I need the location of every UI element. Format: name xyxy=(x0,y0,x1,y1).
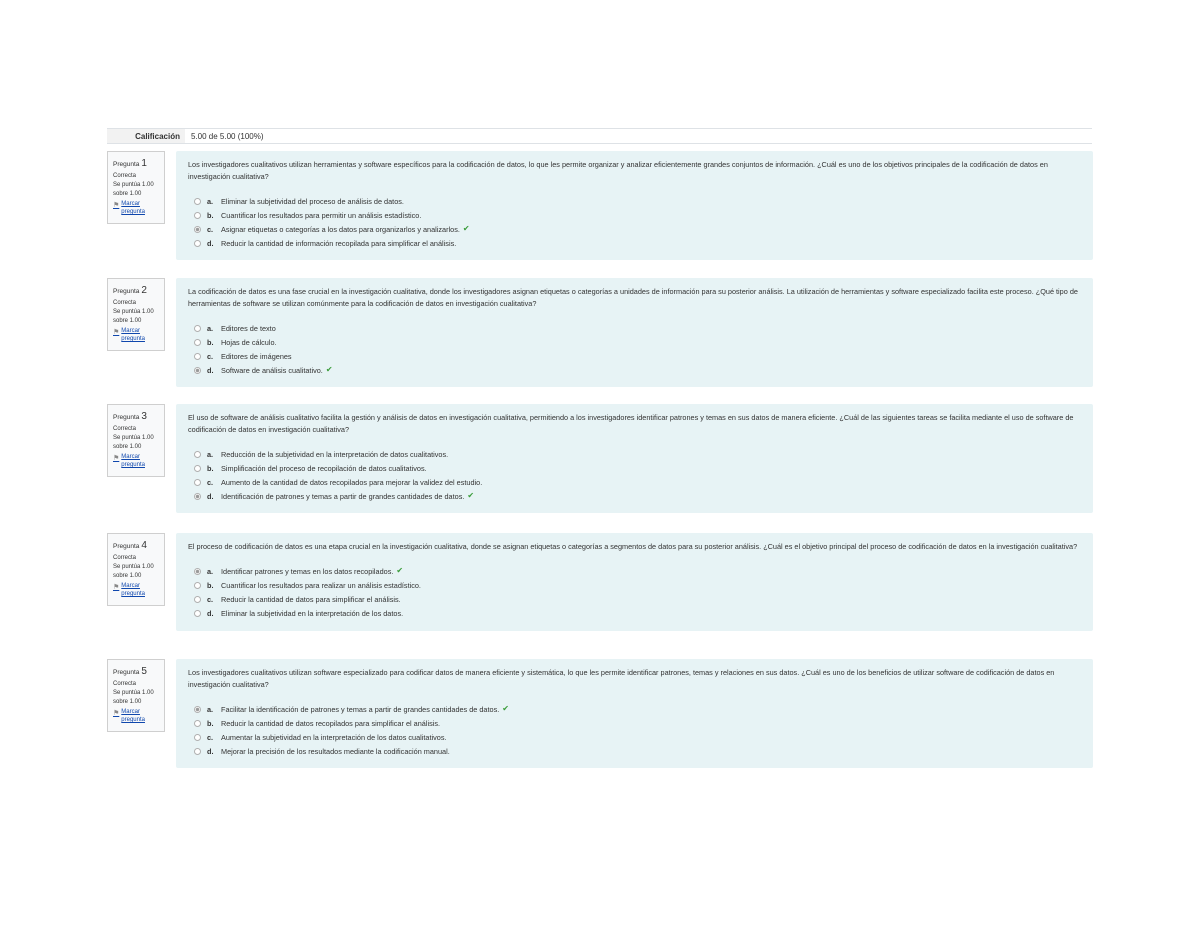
flag-icon: ⚑ xyxy=(113,710,120,718)
answer-option[interactable]: a. Facilitar la identificación de patrones y temas a partir de grandes cantidades de datos. ✔ xyxy=(194,702,1083,716)
correct-check-icon: ✔ xyxy=(325,364,333,374)
question-content xyxy=(176,278,1093,387)
question-info-panel xyxy=(107,659,165,732)
answer-option[interactable]: d. Eliminar la subjetividad en la interpretación de los datos. xyxy=(194,607,1083,621)
question-status: Correcta xyxy=(113,554,137,561)
answer-option[interactable]: d. Mejorar la precisión de los resultados mediante la codificación manual. xyxy=(194,744,1083,758)
answer-option[interactable]: c. Reducir la cantidad de datos para simplificar el análisis. xyxy=(194,593,1083,607)
question-content xyxy=(176,151,1093,260)
radio-button[interactable] xyxy=(194,748,201,755)
question-number: Pregunta 1 xyxy=(113,158,147,169)
question-max-score: sobre 1.00 xyxy=(113,699,142,706)
answer-option[interactable]: b. Hojas de cálculo. xyxy=(194,335,1083,349)
flag-icon: ⚑ xyxy=(113,455,120,463)
question-score: Se puntúa 1.00 xyxy=(113,689,154,696)
radio-button[interactable] xyxy=(194,582,201,589)
answer-option[interactable]: d. Identificación de patrones y temas a partir de grandes cantidades de datos. ✔ xyxy=(194,489,1083,503)
answer-list xyxy=(194,447,1083,503)
flag-icon: ⚑ xyxy=(113,329,120,337)
question-text: El proceso de codificación de datos es una etapa crucial en la investigación cualitativa, donde se asignan etiquetas o categorías a segmentos de datos para su posterior análisis. ¿Cuál es el objetivo principal del proceso de codificación de datos en la investigación cualitativa? xyxy=(188,542,1078,551)
question-content xyxy=(176,533,1093,631)
radio-button[interactable] xyxy=(194,325,201,332)
question-info-panel xyxy=(107,533,165,606)
question-max-score: sobre 1.00 xyxy=(113,191,142,198)
radio-button[interactable] xyxy=(194,198,201,205)
question-number: Pregunta 2 xyxy=(113,285,147,296)
radio-button[interactable] xyxy=(194,720,201,727)
grade-value: 5.00 de 5.00 (100%) xyxy=(191,131,264,141)
flag-question-link[interactable]: ⚑ Marcar pregunta xyxy=(113,328,145,343)
grade-label: Calificación xyxy=(107,129,185,143)
flag-question-link[interactable]: ⚑ Marcar pregunta xyxy=(113,583,145,598)
question-info-panel xyxy=(107,278,165,351)
question-score: Se puntúa 1.00 xyxy=(113,563,154,570)
radio-button[interactable] xyxy=(194,451,201,458)
question-number: Pregunta 5 xyxy=(113,666,147,677)
answer-option[interactable]: d. Reducir la cantidad de información recopilada para simplificar el análisis. xyxy=(194,236,1083,250)
question-text: El uso de software de análisis cualitativo facilita la gestión y análisis de datos en investigación cualitativa, permitiendo a los investigadores identificar patrones y temas en sus datos de manera eficiente. ¿Cuál de las siguientes tareas se facilita mediante el uso de software de codificación de datos en investigación cualitativa? xyxy=(188,413,1074,434)
correct-check-icon: ✔ xyxy=(396,566,404,576)
radio-button-selected[interactable] xyxy=(194,367,201,374)
question-status: Correcta xyxy=(113,680,137,687)
radio-button[interactable] xyxy=(194,610,201,617)
answer-option[interactable]: b. Reducir la cantidad de datos recopilados para simplificar el análisis. xyxy=(194,716,1083,730)
radio-button-selected[interactable] xyxy=(194,706,201,713)
question-text: La codificación de datos es una fase crucial en la investigación cualitativa, donde los investigadores asignan etiquetas o categorías a unidades de información para su posterior análisis. La utilización de herramientas y software especializado facilita este proceso. ¿Qué tipo de herramientas de software se utilizan comúnmente para la codificación de datos en investigación cualitativa? xyxy=(188,287,1078,308)
correct-check-icon: ✔ xyxy=(502,703,509,713)
flag-icon: ⚑ xyxy=(113,584,120,592)
question-info-panel xyxy=(107,404,165,477)
question-text: Los investigadores cualitativos utilizan software especializado para codificar datos de manera eficiente y sistemática, lo que les permite identificar patrones, temas y relaciones en sus datos. ¿Cuál es uno de los beneficios de utilizar software de codificación de datos en investigación cualitativa? xyxy=(188,668,1055,689)
question-info-panel xyxy=(107,151,165,224)
answer-option[interactable]: d. Software de análisis cualitativo. ✔ xyxy=(194,363,1083,377)
answer-option[interactable]: a. Editores de texto xyxy=(194,321,1083,335)
flag-icon: ⚑ xyxy=(113,202,120,210)
grade-summary-row xyxy=(107,128,1092,144)
radio-button[interactable] xyxy=(194,339,201,346)
answer-option[interactable]: c. Aumentar la subjetividad en la interpretación de los datos cualitativos. xyxy=(194,730,1083,744)
answer-list xyxy=(194,702,1083,758)
question-content xyxy=(176,659,1093,768)
flag-question-link[interactable]: ⚑ Marcar pregunta xyxy=(113,454,145,469)
answer-list xyxy=(194,565,1083,621)
answer-list xyxy=(194,321,1083,377)
question-max-score: sobre 1.00 xyxy=(113,444,142,451)
radio-button[interactable] xyxy=(194,479,201,486)
question-number: Pregunta 3 xyxy=(113,411,147,422)
radio-button[interactable] xyxy=(194,212,201,219)
question-status: Correcta xyxy=(113,425,137,432)
answer-option[interactable]: a. Eliminar la subjetividad del proceso de análisis de datos. xyxy=(194,194,1083,208)
answer-option[interactable]: c. Aumento de la cantidad de datos recopilados para mejorar la validez del estudio. xyxy=(194,475,1083,489)
question-score: Se puntúa 1.00 xyxy=(113,181,154,188)
answer-option[interactable]: b. Cuantificar los resultados para permitir un análisis estadístico. xyxy=(194,208,1083,222)
radio-button[interactable] xyxy=(194,596,201,603)
radio-button[interactable] xyxy=(194,353,201,360)
question-text: Los investigadores cualitativos utilizan herramientas y software específicos para la codificación de datos, lo que les permite organizar y analizar eficientemente grandes conjuntos de información. ¿Cuál es uno de los objetivos principales de la codificación de datos en investigación cualitativa? xyxy=(188,160,1048,181)
radio-button[interactable] xyxy=(194,734,201,741)
answer-option[interactable]: b. Cuantificar los resultados para realizar un análisis estadístico. xyxy=(194,579,1083,593)
question-content xyxy=(176,404,1093,513)
answer-option[interactable]: a. Identificar patrones y temas en los datos recopilados. ✔ xyxy=(194,565,1083,579)
radio-button-selected[interactable] xyxy=(194,568,201,575)
question-max-score: sobre 1.00 xyxy=(113,573,142,580)
question-score: Se puntúa 1.00 xyxy=(113,308,154,315)
correct-check-icon: ✔ xyxy=(467,490,475,500)
answer-option[interactable]: c. Editores de imágenes xyxy=(194,349,1083,363)
answer-option[interactable]: b. Simplificación del proceso de recopilación de datos cualitativos. xyxy=(194,461,1083,475)
radio-button-selected[interactable] xyxy=(194,493,201,500)
answer-option[interactable]: c. Asignar etiquetas o categorías a los datos para organizarlos y analizarlos. ✔ xyxy=(194,222,1083,236)
answer-option[interactable]: a. Reducción de la subjetividad en la interpretación de datos cualitativos. xyxy=(194,447,1083,461)
radio-button[interactable] xyxy=(194,240,201,247)
question-max-score: sobre 1.00 xyxy=(113,318,142,325)
flag-question-link[interactable]: ⚑ Marcar pregunta xyxy=(113,201,145,216)
question-number: Pregunta 4 xyxy=(113,540,147,551)
question-status: Correcta xyxy=(113,172,137,179)
question-score: Se puntúa 1.00 xyxy=(113,434,154,441)
radio-button-selected[interactable] xyxy=(194,226,201,233)
radio-button[interactable] xyxy=(194,465,201,472)
question-status: Correcta xyxy=(113,299,137,306)
correct-check-icon: ✔ xyxy=(462,223,470,233)
answer-list xyxy=(194,194,1083,250)
flag-question-link[interactable]: ⚑ Marcar pregunta xyxy=(113,709,145,724)
